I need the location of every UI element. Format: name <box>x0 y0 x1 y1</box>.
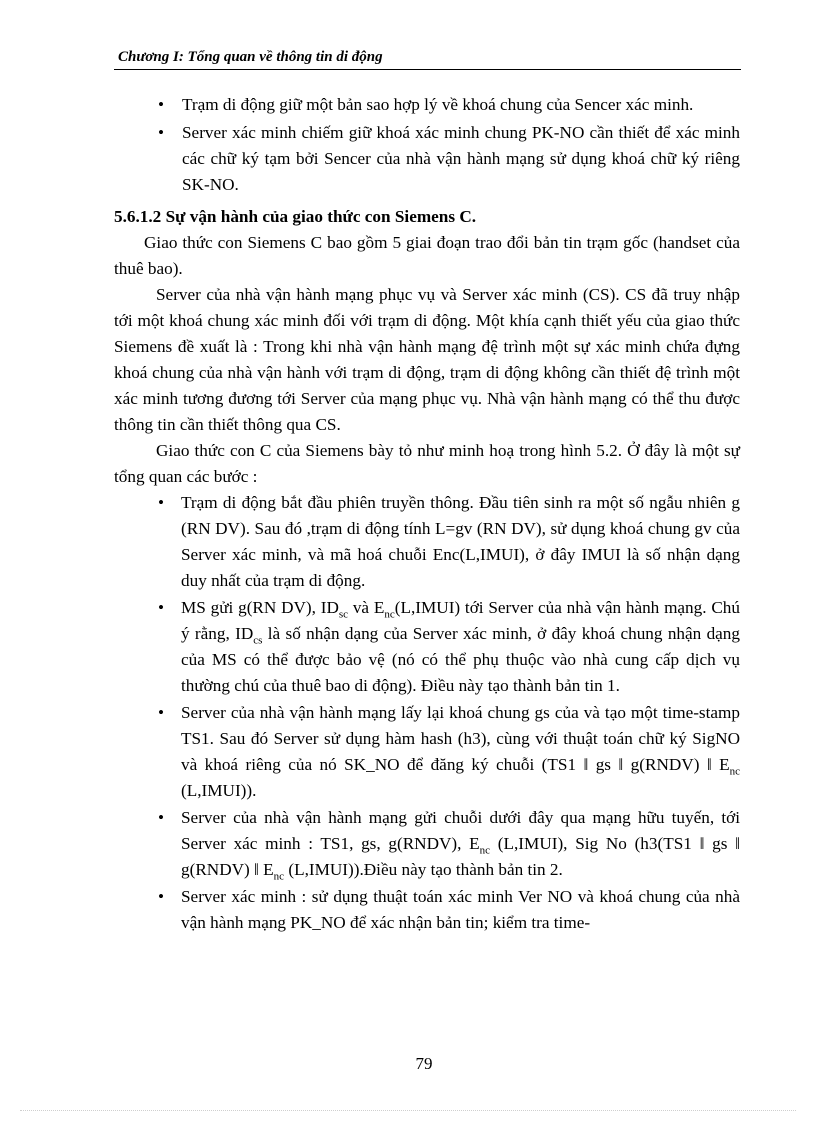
page-number: 79 <box>415 1054 433 1073</box>
header-rule <box>114 69 741 70</box>
list-item: • MS gửi g(RN DV), $ID_{sc}$ và $E_{nc}(L,IMUI)$ tới Server của nhà vận hành mạng. Chú ý rằng, $ID_{cs}$ là số nhận dạng của Server xác minh, ở đây khoá chung nhận dạng của MS có thể được bảo vệ (nó có thể phụ thuộc vào nhà cung cấp dịch vụ thường chú của thuê bao di động). Điều này tạo thành bản tin 1. <box>114 595 740 699</box>
bullet-icon: • <box>157 808 165 827</box>
paragraph: Giao thức con Siemens C bao gồm 5 giai đoạn trao đổi bản tin trạm gốc (handset của thuê bao). <box>114 233 740 278</box>
bullet-icon: • <box>157 95 165 114</box>
bullet-icon: • <box>157 493 165 512</box>
page-content <box>114 92 740 937</box>
paragraph: Server của nhà vận hành mạng phục vụ và Server xác minh (CS). CS đã truy nhập tới một khoá chung xác minh đối với trạm di động. Một khía cạnh thiết yếu của giao thức Siemens đề xuất là : Trong khi nhà vận hành mạng đệ trình một sự xác minh chứa đựng khoá chung của nhà vận hành với trạm di động, trạm di động không cần thiết đệ trình một xác minh tương đương tới Server của mạng phục vụ. Nhà vận hành mạng có thể thu được thông tin cần thiết thông qua CS. <box>114 285 740 434</box>
list-item: • Server xác minh : sử dụng thuật toán xác minh Ver NO và khoá chung của nhà vận hành mạng PK_NO để xác nhận bản tin; kiểm tra time- <box>114 884 740 936</box>
bullet-icon: • <box>157 887 165 906</box>
page-bottom-border <box>20 1110 796 1111</box>
list-item: • Server của nhà vận hành mạng lấy lại khoá chung gs của và tạo một time-stamp TS1. Sau đó Server sử dụng hàm hash (h3), cùng với thuật toán chữ ký SigNO và khoá riêng của nó SK_NO để đăng ký chuỗi (TS1 ‖ gs ‖ g(RNDV) ‖ $E_{nc}$ (L,IMUI)). <box>114 700 740 804</box>
bullet-icon: • <box>157 703 165 722</box>
paragraph: Giao thức con C của Siemens bày tỏ như minh hoạ trong hình 5.2. Ở đây là một sự tổng quan các bước : <box>114 441 740 486</box>
list-item: • Server của nhà vận hành mạng gửi chuỗi dưới đây qua mạng hữu tuyến, tới Server xác minh : TS1, gs, g(RNDV), $E_{nc}$ (L,IMUI), Sig No (h3(TS1 ‖ gs ‖ g(RNDV) ‖ $E_{nc}$ (L,IMUI)).Điều này tạo thành bản tin 2. <box>114 805 740 883</box>
list-item: • Trạm di động giữ một bản sao hợp lý về khoá chung của Sencer xác minh. <box>114 92 740 118</box>
bullet-icon: • <box>157 123 165 142</box>
list-item: • Server xác minh chiếm giữ khoá xác minh chung PK-NO cần thiết để xác minh các chữ ký tạm bởi Sencer của nhà vận hành mạng sử dụng khoá chữ ký riêng SK-NO. <box>114 120 740 198</box>
bullet-icon: • <box>157 598 165 617</box>
section-heading: 5.6.1.2 Sự vận hành của giao thức con Siemens C. <box>114 207 477 226</box>
bullet-list-top <box>114 92 740 198</box>
chapter-header: Chương I: Tổng quan về thông tin di động <box>118 49 383 65</box>
bullet-list-steps <box>114 490 740 936</box>
list-item: • Trạm di động bắt đầu phiên truyền thông. Đầu tiên sinh ra một số ngẫu nhiên g (RN DV). Sau đó ,trạm di động tính L=gv (RN DV), sử dụng khoá chung gv của Server xác minh, và mã hoá chuỗi Enc(L,IMUI), ở đây IMUI là số nhận dạng duy nhất của trạm di động. <box>114 490 740 594</box>
